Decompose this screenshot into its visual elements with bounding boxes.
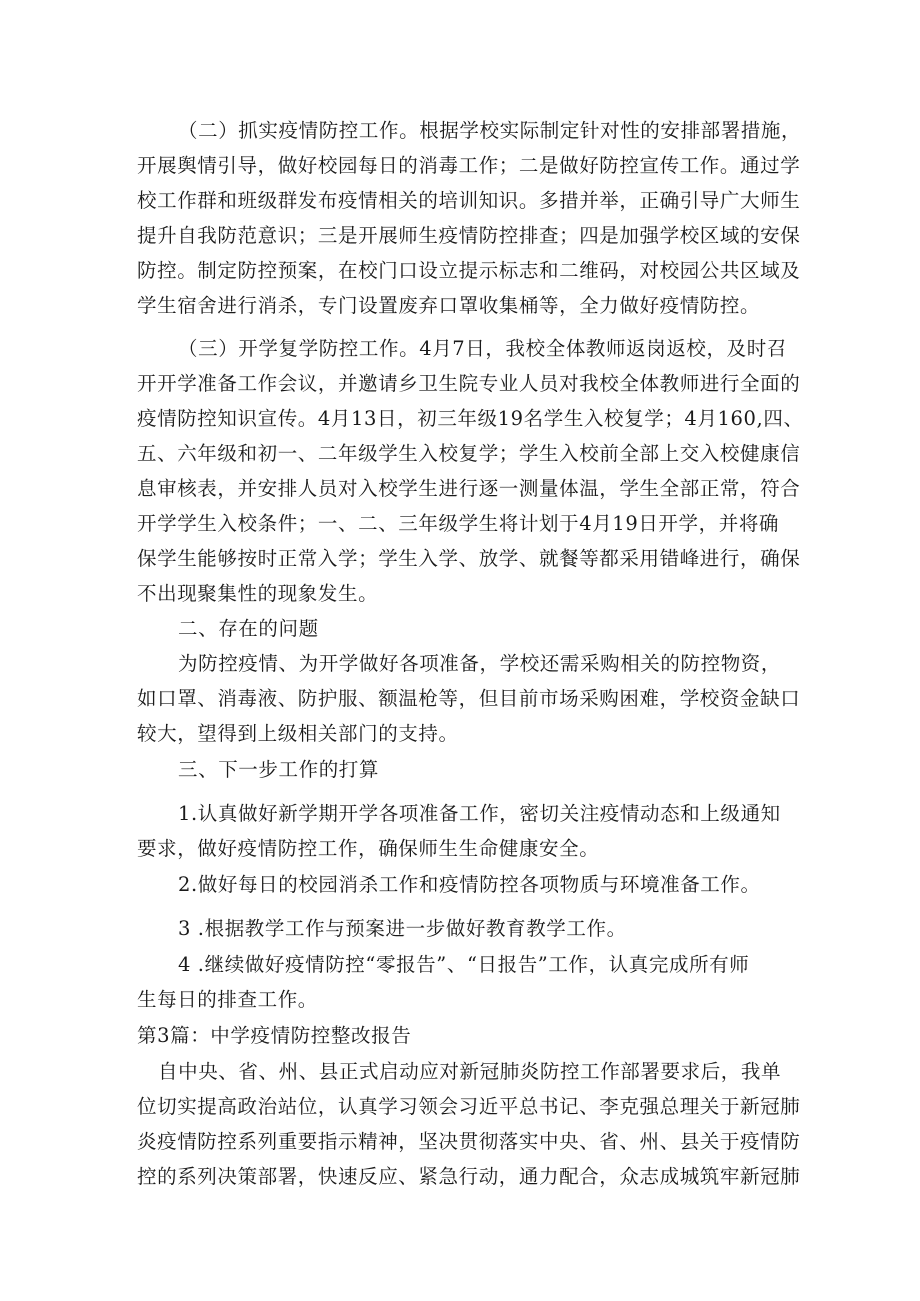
paragraph-2-3-line-3: 疫情防控知识宣传。4月13日，初三年级19名学生入校复学；4月160,四、 <box>137 407 804 430</box>
paragraph-2-3-line-1: （三）开学复学防控工作。4月7日，我校全体教师返岗返校，及时召 <box>178 337 787 360</box>
issues-paragraph-line-3: 较大，望得到上级相关部门的支持。 <box>137 722 459 745</box>
paragraph-2-2-line-1: （二）抓实疫情防控工作。根据学校实际制定针对性的安排部署措施， <box>178 119 802 142</box>
next-step-4-line-1: 4 .继续做好疫情防控“零报告”、“日报告”工作，认真完成所有师 <box>178 953 750 976</box>
paragraph-2-3-line-6: 开学学生入校条件；一、二、三年级学生将计划于4月19日开学，并将确 <box>137 512 780 535</box>
article-3-paragraph-line-3: 炎疫情防控系列重要指示精神，坚决贯彻落实中央、省、州、县关于疫情防 <box>137 1130 801 1153</box>
issues-paragraph-line-2: 如口罩、消毒液、防护服、额温枪等，但目前市场采购困难，学校资金缺口 <box>137 687 801 710</box>
section-heading-issues: 二、存在的问题 <box>178 617 319 640</box>
paragraph-2-2-line-4: 提升自我防范意识；三是开展师生疫情防控排查；四是加强学校区域的安保 <box>137 224 801 247</box>
paragraph-2-3-line-7: 保学生能够按时正常入学；学生入学、放学、就餐等都采用错峰进行，确保 <box>137 547 801 570</box>
section-heading-next-steps: 三、下一步工作的打算 <box>178 758 380 781</box>
article-3-paragraph-line-1: 自中央、省、州、县正式启动应对新冠肺炎防控工作部署要求后，我单 <box>158 1060 782 1083</box>
article-3-paragraph-line-2: 位切实提高政治站位，认真学习领会习近平总书记、李克强总理关于新冠肺 <box>137 1095 801 1118</box>
paragraph-2-2-line-6: 学生宿舍进行消杀，专门设置废弃口罩收集桶等，全力做好疫情防控。 <box>137 294 761 317</box>
paragraph-2-2-line-2: 开展舆情引导，做好校园每日的消毒工作；二是做好防控宣传工作。通过学 <box>137 154 801 177</box>
paragraph-2-3-line-4: 五、六年级和初一、二年级学生入校复学；学生入校前全部上交入校健康信 <box>137 442 801 465</box>
paragraph-2-2-line-5: 防控。制定防控预案，在校门口设立提示标志和二维码，对校园公共区域及 <box>137 259 801 282</box>
next-step-3: 3 .根据教学工作与预案进一步做好教育教学工作。 <box>178 917 627 940</box>
paragraph-2-3-line-5: 息审核表，并安排人员对入校学生进行逐一测量体温，学生全部正常，符合 <box>137 477 801 500</box>
paragraph-2-3-line-2: 开开学准备工作会议，并邀请乡卫生院专业人员对我校全体教师进行全面的 <box>137 372 801 395</box>
article-3-paragraph-line-4: 控的系列决策部署，快速反应、紧急行动，通力配合，众志成城筑牢新冠肺 <box>137 1165 801 1188</box>
next-step-4-line-2: 生每日的排查工作。 <box>137 988 318 1011</box>
article-3-title: 第3篇：中学疫情防控整改报告 <box>137 1024 412 1047</box>
paragraph-2-2-line-3: 校工作群和班级群发布疫情相关的培训知识。多措并举，正确引导广大师生 <box>137 189 801 212</box>
issues-paragraph-line-1: 为防控疫情、为开学做好各项准备，学校还需采购相关的防控物资， <box>178 652 782 675</box>
paragraph-2-3-line-8: 不出现聚集性的现象发生。 <box>137 582 379 605</box>
next-step-1-line-2: 要求，做好疫情防控工作，确保师生生命健康安全。 <box>137 837 600 860</box>
next-step-2: 2.做好每日的校园消杀工作和疫情防控各项物质与环境准备工作。 <box>178 873 761 896</box>
next-step-1-line-1: 1.认真做好新学期开学各项准备工作，密切关注疫情动态和上级通知 <box>178 802 781 825</box>
